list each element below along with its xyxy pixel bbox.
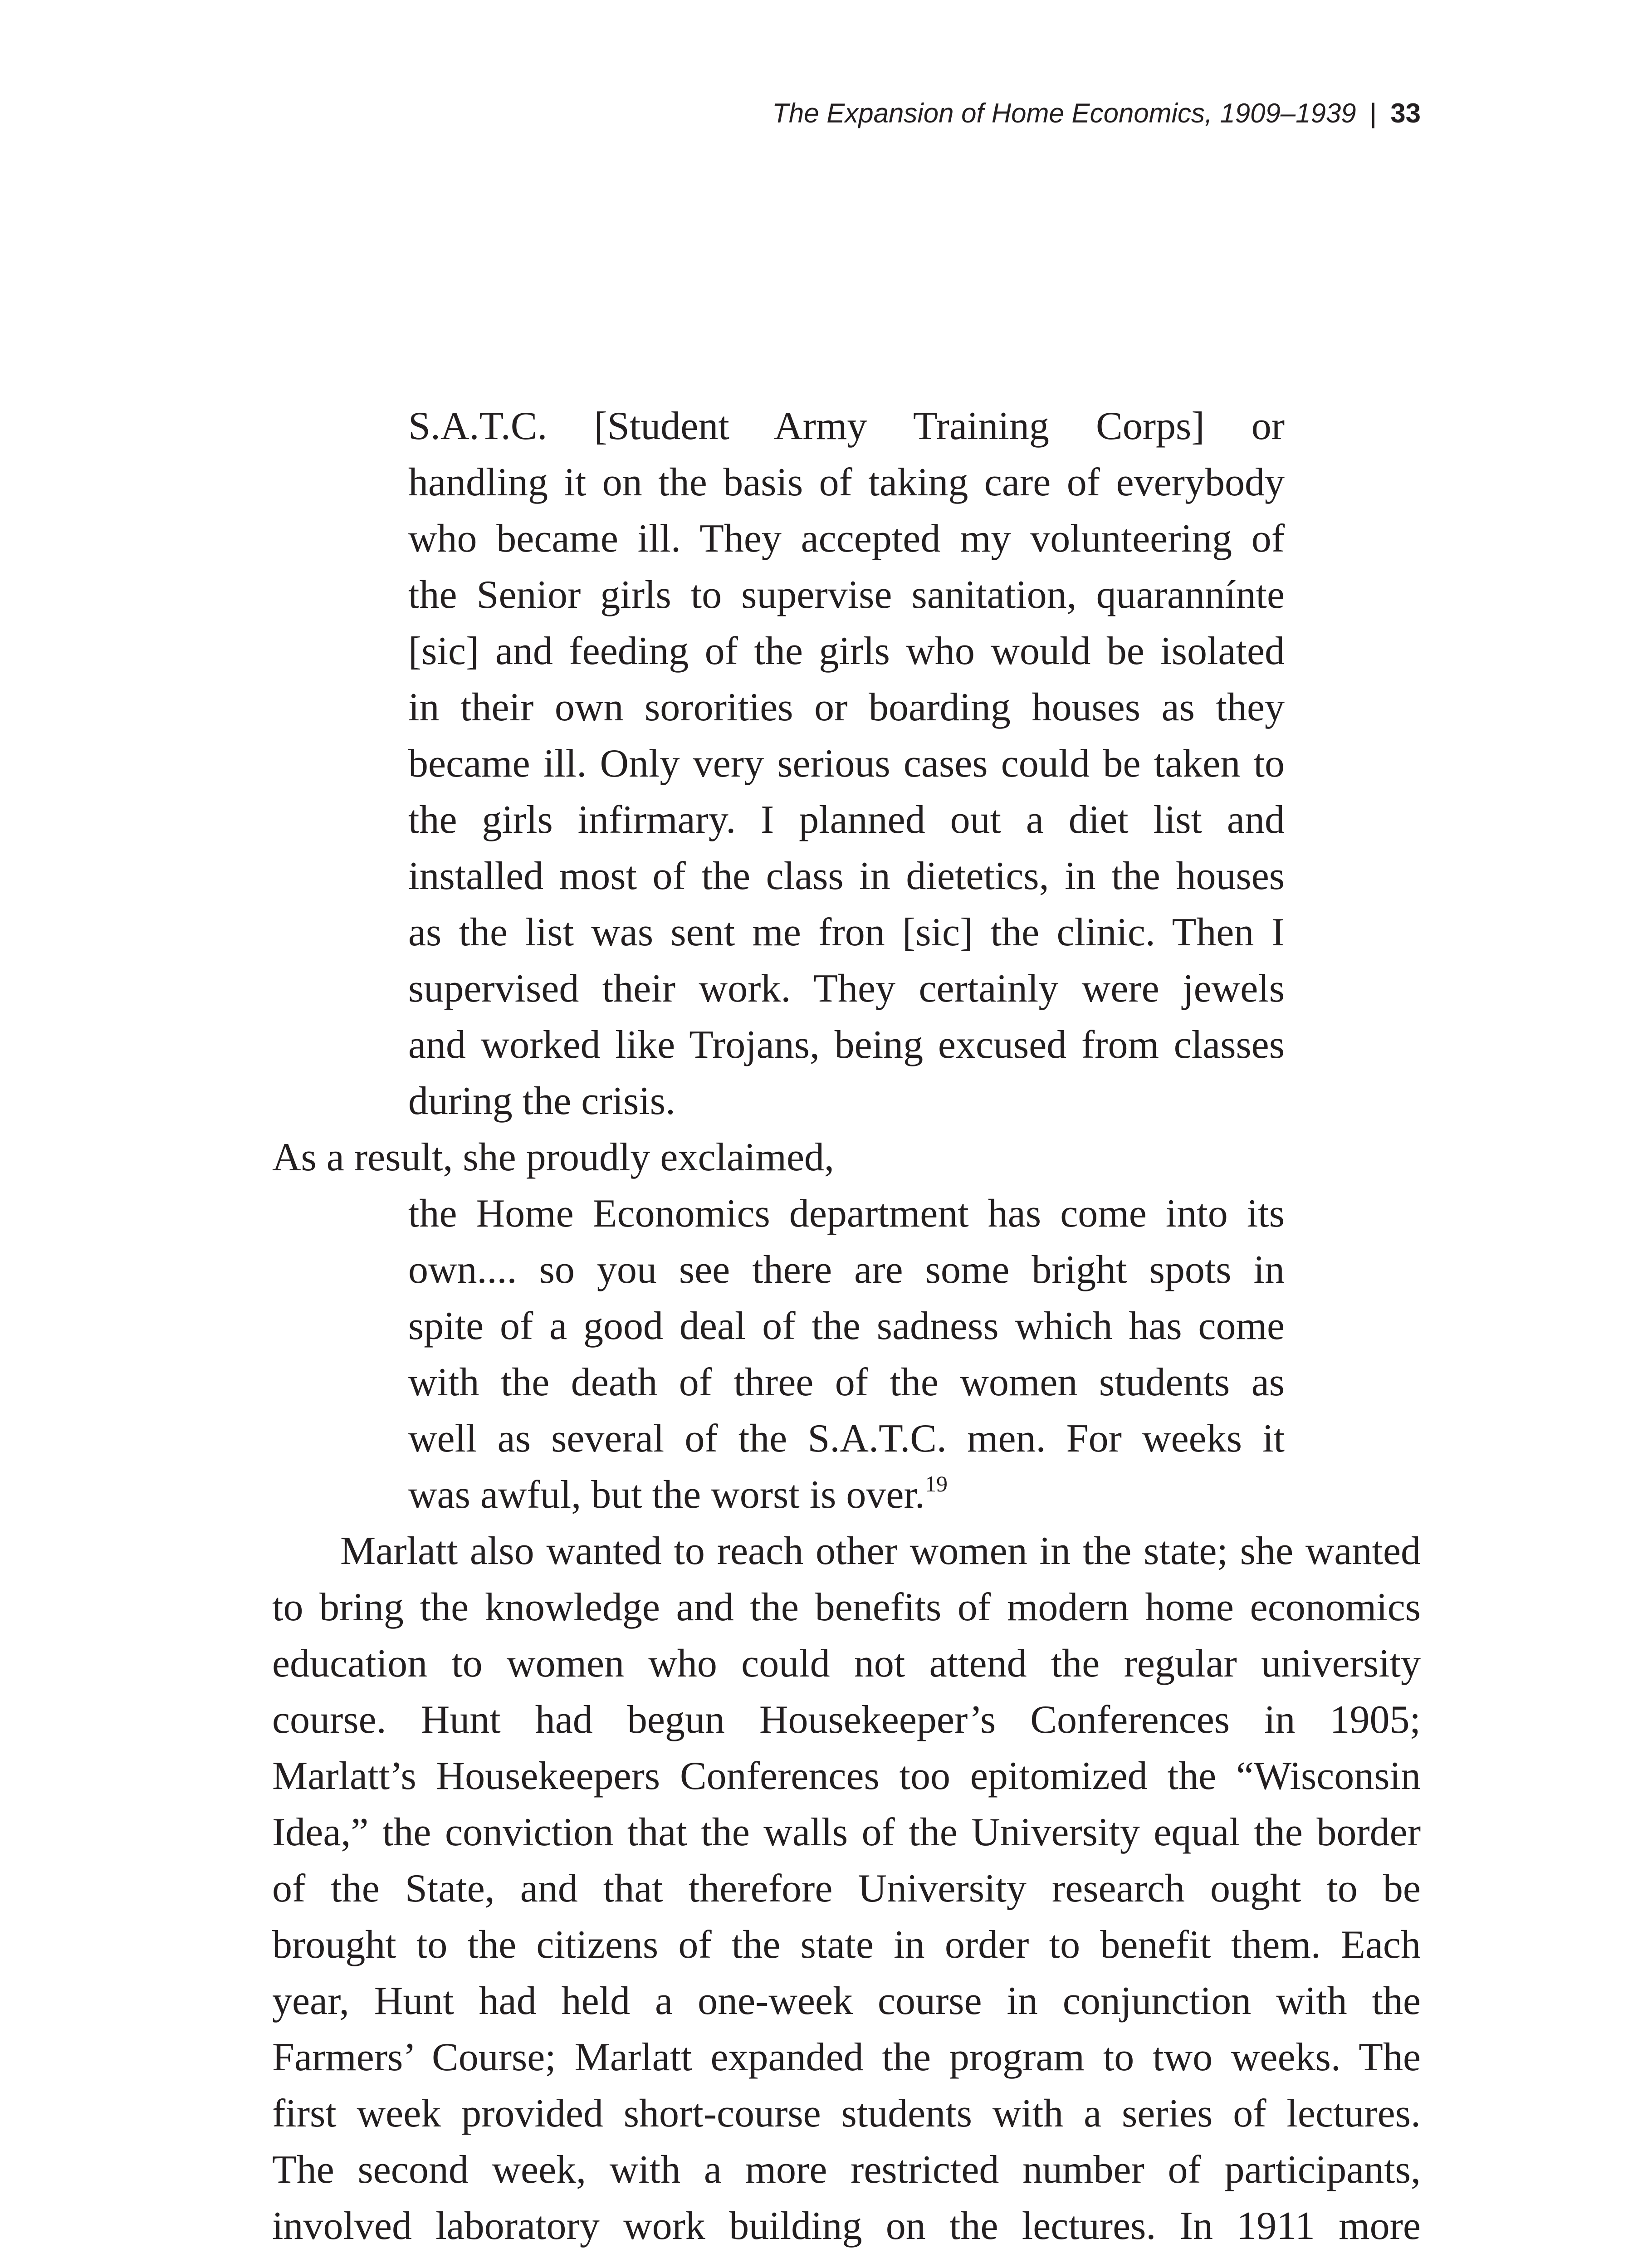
- quote-line: handling it on the basis of taking care of everybody: [408, 460, 1285, 504]
- quote-line: as the list was sent me fron [sic] the clinic. Then I: [408, 910, 1285, 954]
- paragraph-line: Marlatt also wanted to reach other women in the state; she wanted: [340, 1529, 1421, 1573]
- quote-line: who became ill. They accepted my volunteering of: [408, 517, 1285, 561]
- paragraph-line: to bring the knowledge and the benefits of modern home economics: [272, 1585, 1421, 1629]
- paragraph-line: brought to the citizens of the state in order to benefit them. Each: [272, 1923, 1421, 1967]
- quote-line: and worked like Trojans, being excused from classes: [408, 1023, 1285, 1067]
- quote-line: spite of a good deal of the sadness which has come: [408, 1304, 1285, 1348]
- quote-line: the girls infirmary. I planned out a diet list and: [408, 798, 1285, 842]
- quote-text: was awful, but the worst is over.: [408, 1473, 925, 1517]
- quote-line: the Senior girls to supervise sanitation, quarannínte: [408, 573, 1285, 617]
- quote-line: S.A.T.C. [Student Army Training Corps] or: [408, 404, 1285, 448]
- quote-line: installed most of the class in dietetics, in the houses: [408, 854, 1285, 898]
- running-head-separator: |: [1369, 98, 1377, 128]
- footnote-ref: 19: [924, 1471, 948, 1496]
- paragraph-line: first week provided short-course students with a series of lectures.: [272, 2092, 1421, 2136]
- paragraph-line: course. Hunt had begun Housekeeper’s Conferences in 1905;: [272, 1698, 1421, 1742]
- paragraph-line: involved laboratory work building on the lectures. In 1911 more: [272, 2204, 1421, 2248]
- paragraph-line: Marlatt’s Housekeepers Conferences too epitomized the “Wisconsin: [272, 1754, 1421, 1798]
- running-head: [772, 93, 1421, 134]
- quote-line: well as several of the S.A.T.C. men. For weeks it: [408, 1417, 1285, 1461]
- paragraph-line: of the State, and that therefore University research ought to be: [272, 1867, 1421, 1911]
- quote-line: own.... so you see there are some bright spots in: [408, 1248, 1285, 1292]
- quote-line: during the crisis.: [408, 1079, 676, 1123]
- paragraph-line: year, Hunt had held a one-week course in conjunction with the: [272, 1979, 1421, 2023]
- quote-line: supervised their work. They certainly were jewels: [408, 967, 1285, 1011]
- paragraph-line: education to women who could not attend the regular university: [272, 1642, 1421, 1686]
- quote-line: in their own sororities or boarding houses as they: [408, 685, 1285, 729]
- lead-in-sentence: As a result, she proudly exclaimed,: [272, 1135, 835, 1179]
- quote-line-last: [408, 1467, 1285, 1523]
- block-quote-2: [408, 1186, 1285, 1523]
- quote-line: with the death of three of the women students as: [408, 1360, 1285, 1404]
- quote-line: became ill. Only very serious cases could be taken to: [408, 742, 1285, 786]
- body-paragraph: [272, 1523, 1421, 2254]
- running-head-title: The Expansion of Home Economics, 1909–1939: [772, 98, 1356, 128]
- quote-line: the Home Economics department has come into its: [408, 1192, 1285, 1236]
- page-number: 33: [1390, 98, 1421, 128]
- paragraph-line: Idea,” the conviction that the walls of the University equal the border: [272, 1810, 1421, 1854]
- quote-line: [sic] and feeding of the girls who would be isolated: [408, 629, 1285, 673]
- paragraph-line: Farmers’ Course; Marlatt expanded the program to two weeks. The: [272, 2035, 1421, 2079]
- paragraph-line: The second week, with a more restricted number of participants,: [272, 2148, 1421, 2192]
- block-quote-1: [408, 398, 1285, 1129]
